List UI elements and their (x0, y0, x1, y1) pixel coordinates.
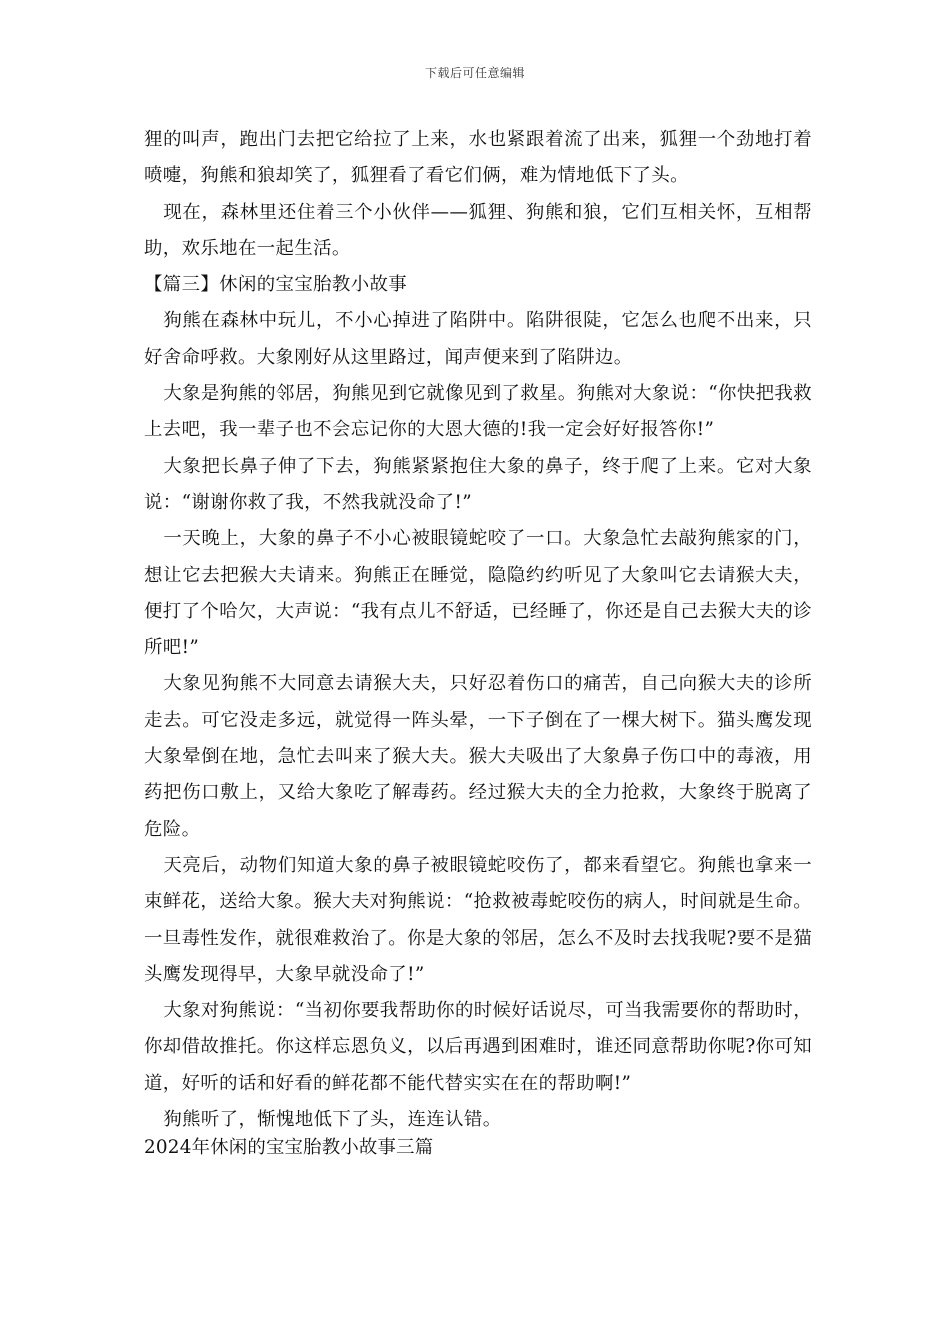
paragraph: 大象见狗熊不大同意去请猴大夫，只好忍着伤口的痛苦，自己向猴大夫的诊所走去。可它没走多远，就觉得一阵头晕，一下子倒在了一棵大树下。猫头鹰发现大象晕倒在地，急忙去叫来了猴大夫。猴大夫吸出了大象鼻子伤口中的毒液，用药把伤口敷上，又给大象吃了解毒药。经过猴大夫的全力抢救，大象终于脱离了危险。 (144, 673, 812, 840)
paragraph: 大象是狗熊的邻居，狗熊见到它就像见到了救星。狗熊对大象说：“你快把我救上去吧，我一辈子也不会忘记你的大恩大德的!我一定会好好报答你!” (144, 383, 812, 441)
paragraph-continuation: 狸的叫声，跑出门去把它给拉了上来，水也紧跟着流了出来，狐狸一个劲地打着喷嚏，狗熊和狼却笑了，狐狸看了看它们俩，难为情地低下了头。 (144, 129, 812, 187)
page-header: 下载后可任意编辑 (424, 66, 525, 80)
paragraph: 狗熊在森林中玩儿，不小心掉进了陷阱中。陷阱很陡，它怎么也爬不出来，只好舍命呼救。大象刚好从这里路过，闻声便来到了陷阱边。 (144, 310, 812, 368)
paragraph: 天亮后，动物们知道大象的鼻子被眼镜蛇咬伤了，都来看望它。狗熊也拿来一束鲜花，送给大象。猴大夫对狗熊说：“抢救被毒蛇咬伤的病人，时间就是生命。一旦毒性发作，就很难救治了。你是大象的邻居，怎么不及时去找我呢?要不是猫头鹰发现得早，大象早就没命了!” (144, 854, 812, 985)
paragraph: 一天晚上，大象的鼻子不小心被眼镜蛇咬了一口。大象急忙去敲狗熊家的门，想让它去把猴大夫请来。狗熊正在睡觉，隐隐约约听见了大象叫它去请猴大夫，便打了个哈欠，大声说：“我有点儿不舒适，已经睡了，你还是自己去猴大夫的诊所吧!” (144, 528, 812, 659)
paragraph: 狗熊听了，惭愧地低下了头，连连认错。 (163, 1109, 502, 1131)
document-title-footer: 2024年休闲的宝宝胎教小故事三篇 (144, 1137, 434, 1158)
paragraph: 现在，森林里还住着三个小伙伴——狐狸、狗熊和狼，它们互相关怀，互相帮助，欢乐地在一起生活。 (144, 201, 812, 259)
section-heading: 【篇三】休闲的宝宝胎教小故事 (144, 274, 408, 296)
document-body (144, 122, 812, 1138)
paragraph: 大象对狗熊说：“当初你要我帮助你的时候好话说尽，可当我需要你的帮助时，你却借故推托。你这样忘恩负义，以后再遇到困难时，谁还同意帮助你呢?你可知道，好听的话和好看的鲜花都不能代替实实在在的帮助啊!” (144, 1000, 812, 1094)
paragraph: 大象把长鼻子伸了下去，狗熊紧紧抱住大象的鼻子，终于爬了上来。它对大象说：“谢谢你救了我，不然我就没命了!” (144, 455, 812, 513)
